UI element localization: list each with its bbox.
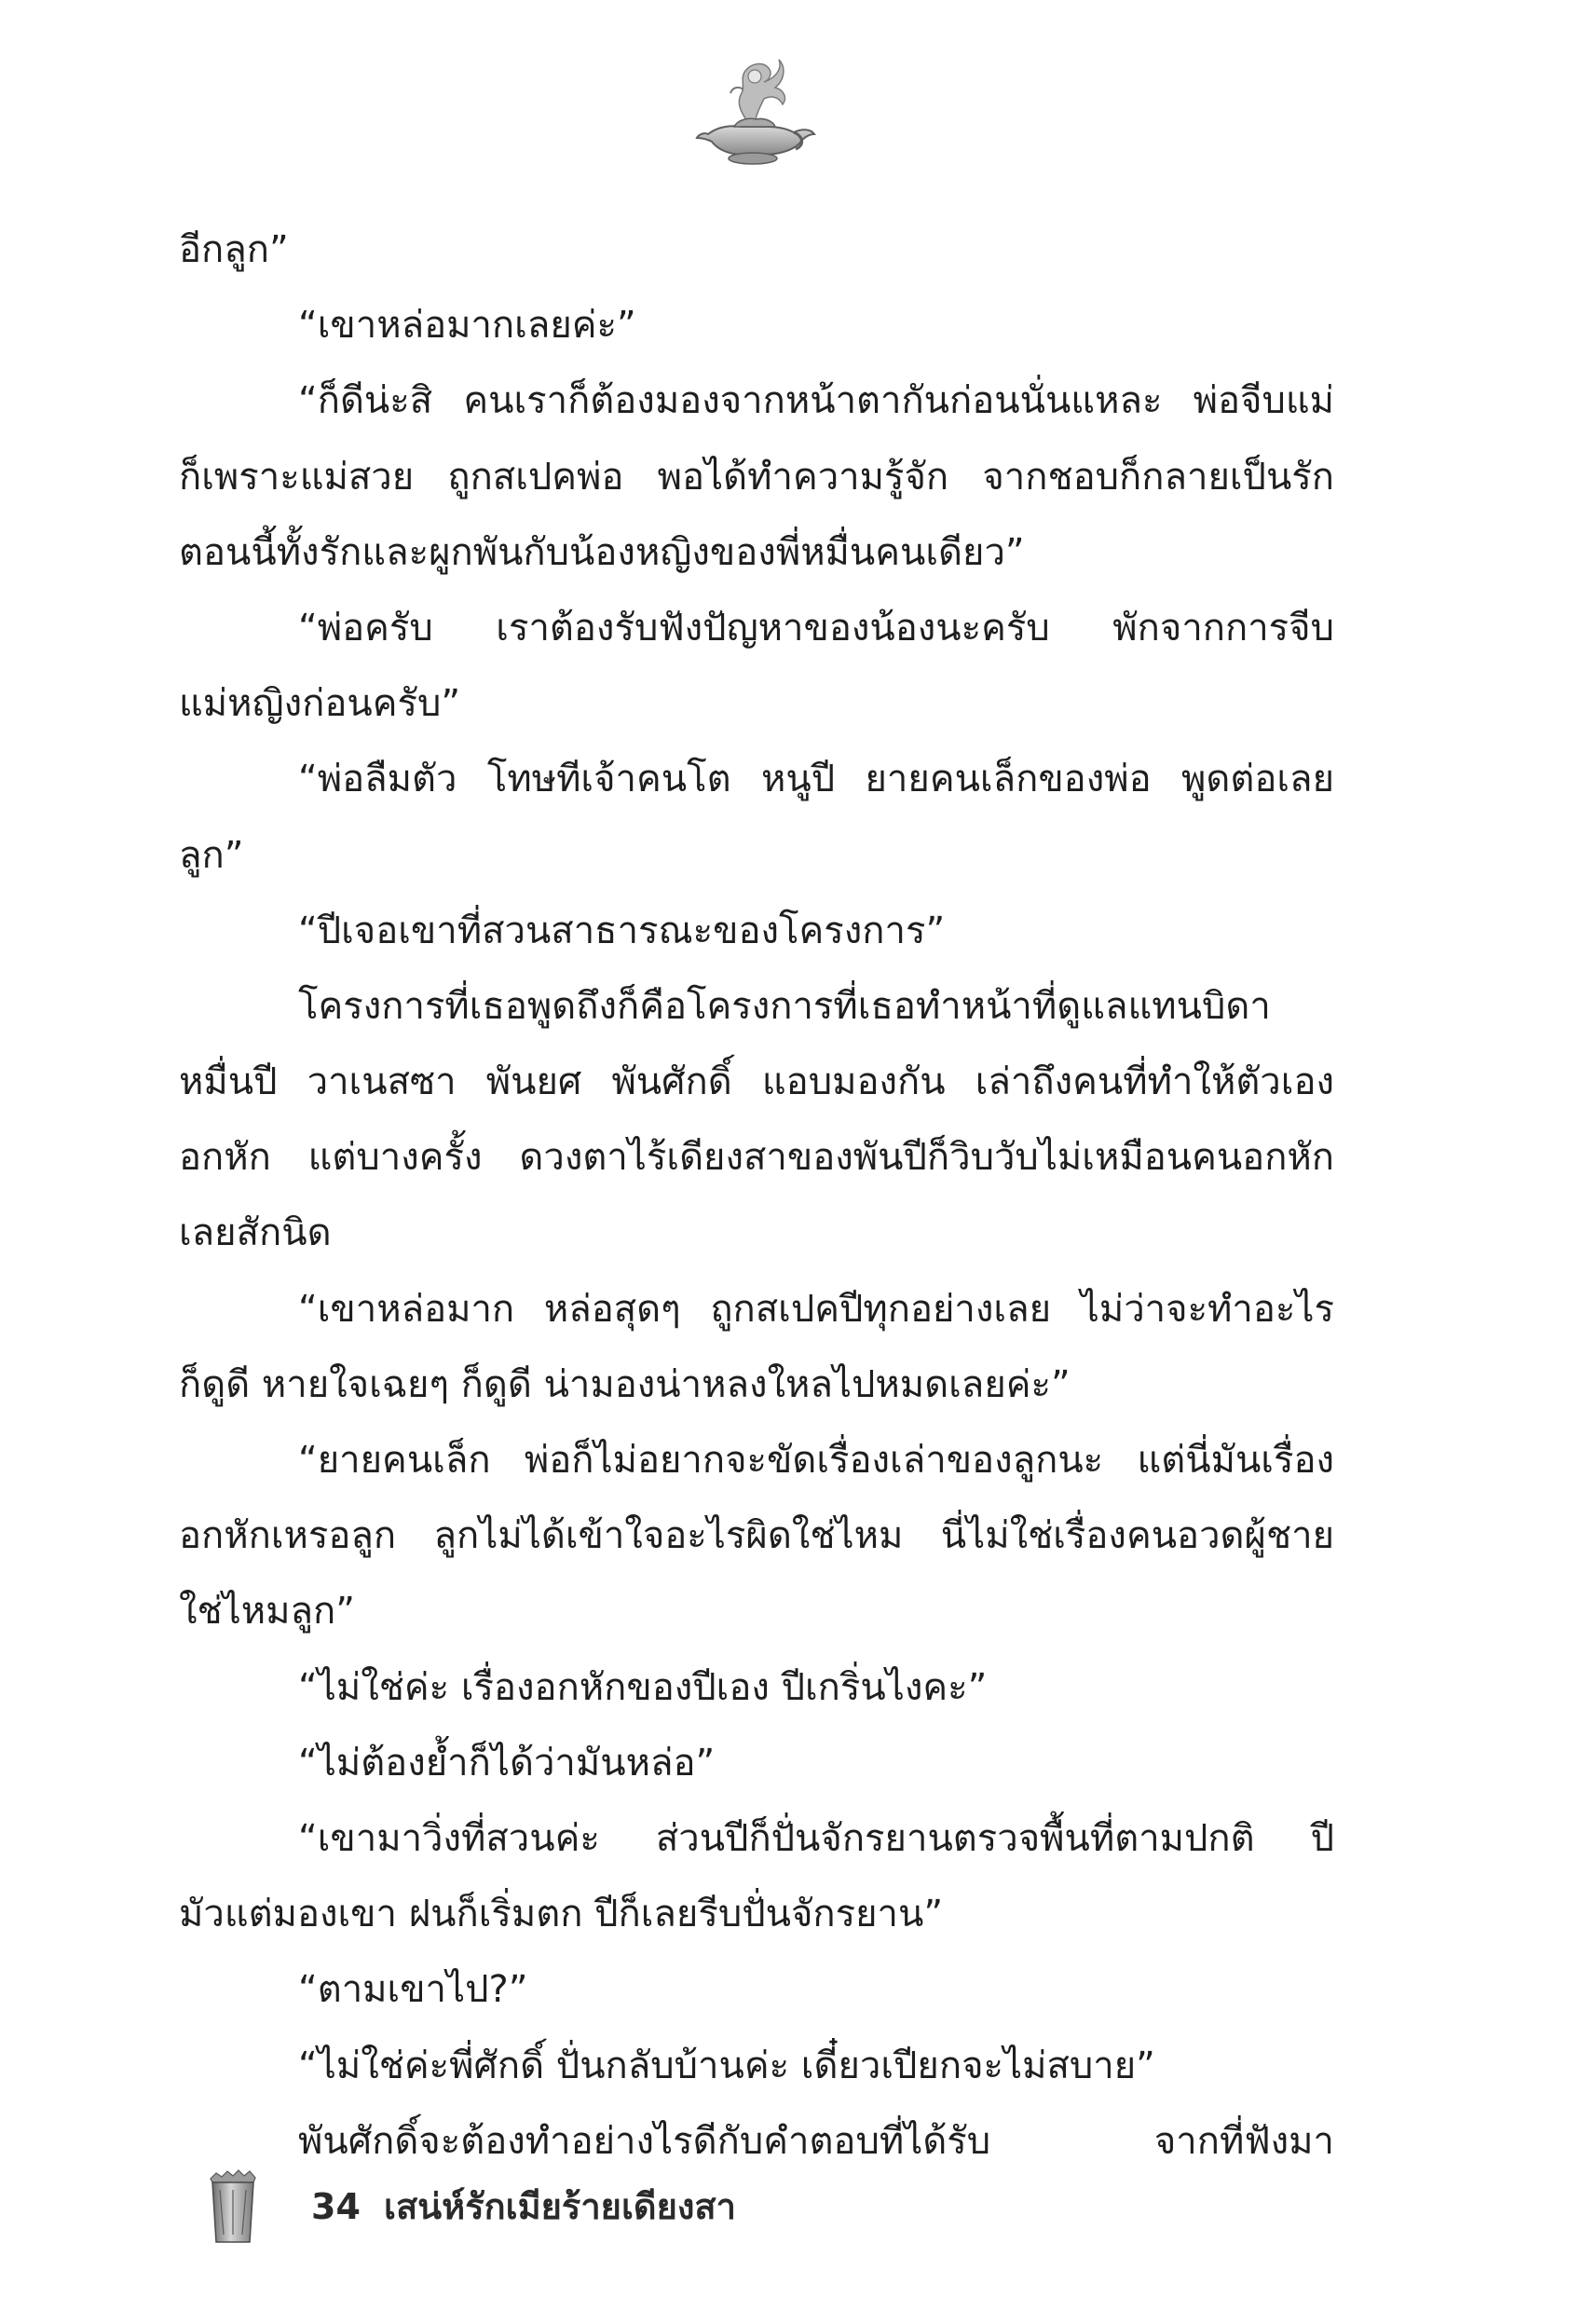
- text-line: “ไม่ต้องย้ำก็ได้ว่ามันหล่อ”: [298, 1741, 716, 1785]
- page-footer: [207, 2153, 1325, 2255]
- text-line: ก็ดูดี หายใจเฉยๆ ก็ดูดี น่ามองน่าหลงใหลไปหมดเลยค่ะ”: [179, 1362, 1071, 1406]
- text-line: ตอนนี้ทั้งรักและผูกพันกับน้องหญิงของพี่หมื่นคนเดียว”: [179, 530, 1025, 574]
- text-line: “ยายคนเล็ก พ่อก็ไม่อยากจะขัดเรื่องเล่าของลูกนะ แต่นี่มันเรื่อง: [298, 1439, 1334, 1482]
- text-line: มัวแต่มองเขา ฝนก็เริ่มตก ปีก็เลยรีบปั่นจักรยาน”: [179, 1893, 944, 1936]
- text-line: เลยสักนิด: [179, 1211, 332, 1255]
- book-title: เสน่ห์รักเมียร้ายเดียงสา: [384, 2186, 736, 2227]
- text-line: “พ่อลืมตัว โทษทีเจ้าคนโต หนูปี ยายคนเล็กของพ่อ พูดต่อเลย: [298, 758, 1334, 801]
- text-line: ก็เพราะแม่สวย ถูกสเปคพ่อ พอได้ทำความรู้จัก จากชอบก็กลายเป็นรัก: [179, 455, 1334, 499]
- text-line: “เขามาวิ่งที่สวนค่ะ ส่วนปีก็ปั่นจักรยานตรวจพื้นที่ตามปกติ ปี: [298, 1816, 1334, 1860]
- text-line: หมื่นปี วาเนสซา พันยศ พันศักดิ์ แอบมองกัน เล่าถึงคนที่ทำให้ตัวเอง: [179, 1060, 1334, 1104]
- text-line: ใช่ไหมลูก”: [179, 1590, 355, 1634]
- magic-lamp-genie-icon: [689, 48, 820, 170]
- text-line: แม่หญิงก่อนครับ”: [179, 682, 461, 726]
- page-body: [179, 212, 1334, 2180]
- text-line: “ตามเขาไป?”: [298, 1968, 528, 2012]
- trash-bin-icon: [207, 2166, 259, 2246]
- page-number: 34: [311, 2186, 361, 2227]
- text-line: ลูก”: [179, 833, 244, 877]
- text-line: โครงการที่เธอพูดถึงก็คือโครงการที่เธอทำหน้าที่ดูแลแทนบิดา: [298, 984, 1271, 1028]
- text-line: อกหัก แต่บางครั้ง ดวงตาไร้เดียงสาของพันปีก็วิบวับไม่เหมือนคนอกหัก: [179, 1136, 1334, 1180]
- text-line: อกหักเหรอลูก ลูกไม่ได้เข้าใจอะไรผิดใช่ไหม นี่ไม่ใช่เรื่องคนอวดผู้ชาย: [179, 1514, 1334, 1558]
- text-line: “ปีเจอเขาที่สวนสาธารณะของโครงการ”: [298, 909, 946, 952]
- text-line: “เขาหล่อมากเลยค่ะ”: [298, 304, 636, 348]
- text-line: “ไม่ใช่ค่ะ เรื่องอกหักของปีเอง ปีเกริ่นไงคะ”: [298, 1665, 988, 1709]
- text-line: “พ่อครับ เราต้องรับฟังปัญหาของน้องนะครับ พักจากการจีบ: [298, 606, 1334, 650]
- text-line: “ก็ดีน่ะสิ คนเราก็ต้องมองจากหน้าตากันก่อนนั่นแหละ พ่อจีบแม่: [298, 379, 1334, 423]
- text-line: พันศักดิ์จะต้องทำอย่างไรดีกับคำตอบที่ได้รับ จากที่ฟังมา: [298, 2119, 1334, 2163]
- text-line: “เขาหล่อมาก หล่อสุดๆ ถูกสเปคปีทุกอย่างเลย ไม่ว่าจะทำอะไร: [298, 1287, 1334, 1331]
- text-line: “ไม่ใช่ค่ะพี่ศักดิ์ ปั่นกลับบ้านค่ะ เดี๋ยวเปียกจะไม่สบาย”: [298, 2044, 1155, 2087]
- text-line: อีกลูก”: [179, 228, 289, 271]
